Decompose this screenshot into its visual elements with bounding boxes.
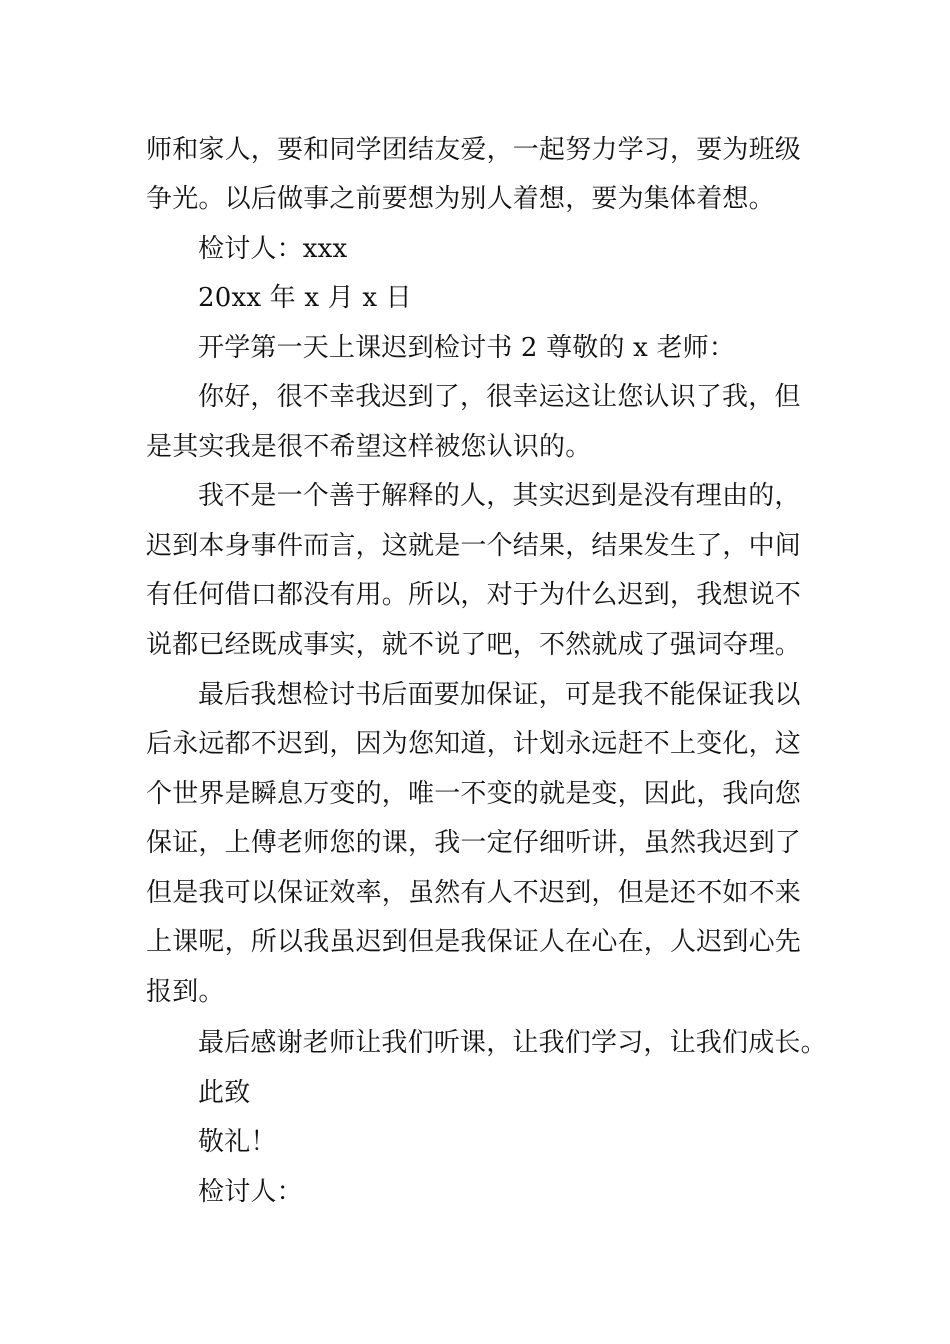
- body-text-line: 个世界是瞬息万变的，唯一不变的就是变，因此，我向您: [146, 779, 802, 809]
- body-text-line: 有任何借口都没有用。所以，对于为什么迟到，我想说不: [146, 580, 802, 610]
- body-text-line: 但是我可以保证效率，虽然有人不迟到，但是还不如不来: [146, 878, 802, 908]
- date-line: 20xx 年 x 月 x 日: [198, 283, 412, 313]
- body-text-line: 是其实我是很不希望这样被您认识的。: [146, 432, 592, 462]
- section-title-salutation: 开学第一天上课迟到检讨书 2 尊敬的 x 老师：: [198, 333, 736, 363]
- body-text-line: 报到。: [146, 977, 225, 1007]
- body-text-line: 你好，很不幸我迟到了，很幸运这让您认识了我，但: [198, 382, 801, 412]
- body-text-line: 争光。以后做事之前要想为别人着想，要为集体着想。: [146, 184, 775, 214]
- closing-line: 敬礼！: [198, 1127, 277, 1157]
- body-text-line: 迟到本身事件而言，这就是一个结果，结果发生了，中间: [146, 531, 802, 561]
- signature-label: 检讨人：xxx: [198, 234, 348, 264]
- body-text-line: 最后感谢老师让我们听课，让我们学习，让我们成长。: [198, 1028, 827, 1058]
- body-text-line: 我不是一个善于解释的人，其实迟到是没有理由的，: [198, 481, 801, 511]
- body-text-line: 后永远都不迟到，因为您知道，计划永远赶不上变化，这: [146, 729, 802, 759]
- body-text-line: 说都已经既成事实，就不说了吧，不然就成了强词夺理。: [146, 630, 802, 660]
- signature-label: 检讨人：: [198, 1177, 303, 1207]
- body-text-line: 保证，上傅老师您的课，我一定仔细听讲，虽然我迟到了: [146, 828, 802, 858]
- closing-line: 此致: [198, 1078, 251, 1108]
- body-text-line: 最后我想检讨书后面要加保证，可是我不能保证我以: [198, 680, 801, 710]
- body-text-line: 师和家人，要和同学团结友爱，一起努力学习，要为班级: [146, 135, 802, 165]
- body-text-line: 上课呢，所以我虽迟到但是我保证人在心在，人迟到心先: [146, 927, 802, 957]
